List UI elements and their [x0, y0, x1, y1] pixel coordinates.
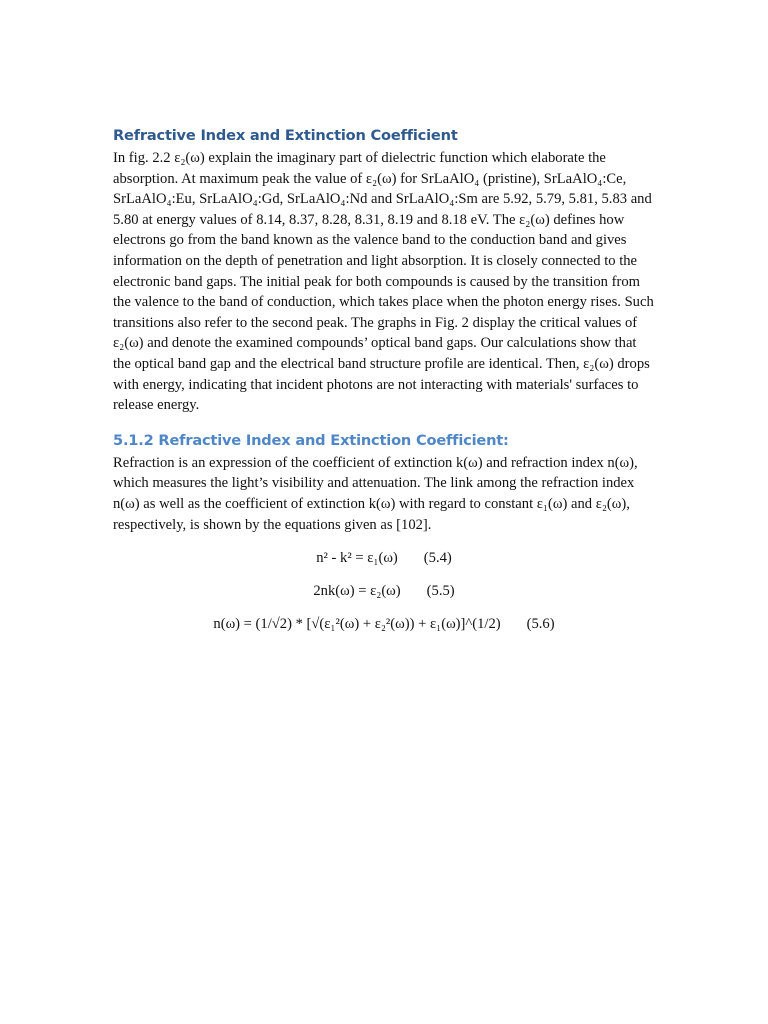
section-heading-refractive-index: Refractive Index and Extinction Coefficient — [113, 127, 458, 144]
subsection-paragraph-refraction: Refraction is an expression of the coefficient of extinction k(ω) and refraction index n(ω), which measures the light’s visibility and attenuation. The link among the refraction index n(ω) as well as the coefficient of extinction k(ω) with regard to constant ε₁(ω) and ε₂(ω), respectively, is shown by the equations given as [102]. — [113, 454, 638, 533]
subsection-heading-5-1-2: 5.1.2 Refractive Index and Extinction Coefficient: — [113, 431, 509, 449]
document-content — [113, 126, 655, 647]
equation-number: (5.5) — [426, 583, 455, 600]
equation-5-6 — [113, 614, 655, 634]
equation-5-4 — [113, 548, 655, 568]
equation-number: (5.6) — [526, 616, 555, 633]
equation-number: (5.4) — [423, 550, 452, 567]
equation-expression: 2nk(ω) = ε₂(ω) — [313, 583, 401, 600]
equation-5-5 — [113, 581, 655, 601]
equation-expression: n(ω) = (1/√2) * [√(ε₁²(ω) + ε₂²(ω)) + ε₁(ω)]^(1/2) — [213, 616, 501, 633]
section-paragraph-dielectric: In fig. 2.2 ε₂(ω) explain the imaginary part of dielectric function which elaborate the absorption. At maximum peak the value of ε₂(ω) for SrLaAlO₄ (pristine), SrLaAlO₄:Ce, SrLaAlO₄:Eu, SrLaAlO₄:Gd, SrLaAlO₄:Nd and SrLaAlO₄:Sm are 5.92, 5.79, 5.81, 5.83 and 5.80 at energy values of 8.14, 8.37, 8.28, 8.31, 8.19 and 8.18 eV. The ε₂(ω) defines how electrons go from the band known as the valence band to the conduction band and gives information on the depth of penetration and light absorption. It is closely connected to the electronic band gaps. The initial peak for both compounds is caused by the transition from the valence to the band of conduction, which takes place when the photon energy rises. Such transitions also refer to the second peak. The graphs in Fig. 2 display the critical values of ε₂(ω) and denote the examined compounds’ optical band gaps. Our calculations show that the optical band gap and the electrical band structure profile are identical. Then, ε₂(ω) drops with energy, indicating that incident photons are not interacting with materials' surfaces to release energy. — [113, 150, 654, 414]
equations-block — [113, 548, 655, 634]
equation-expression: n² - k² = ε₁(ω) — [316, 550, 398, 567]
